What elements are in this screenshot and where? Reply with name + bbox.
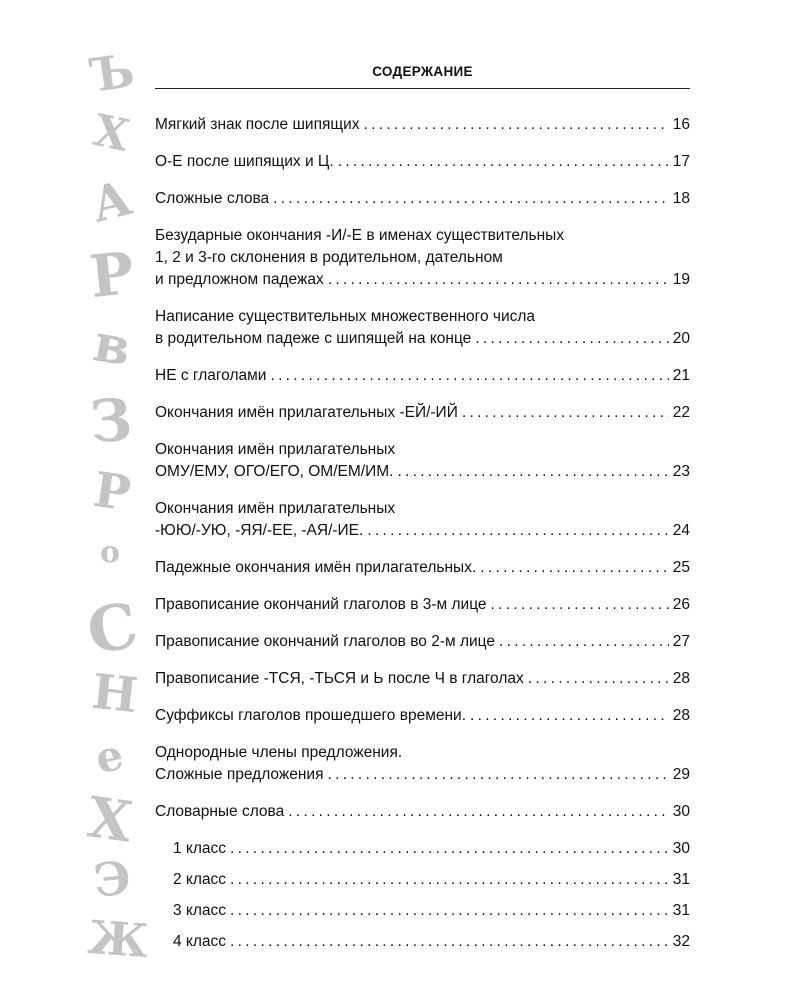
toc-entry-title: Правописание -ТСЯ, -ТЬСЯ и Ь после Ч в глаголах: [155, 670, 524, 687]
toc-entry-row: [155, 668, 690, 690]
toc-entry-row: [155, 801, 690, 823]
toc-entry-row: [155, 461, 690, 483]
toc-page-number: 31: [672, 902, 690, 919]
toc-entry-row: [155, 328, 690, 350]
toc-entry-title: Суффиксы глаголов прошедшего времени.: [155, 707, 466, 724]
toc-entry-row: [173, 838, 690, 860]
toc-entry-title: Мягкий знак после шипящих: [155, 116, 360, 133]
margin-letter: Н: [89, 663, 141, 725]
toc-entry[interactable]: [155, 439, 690, 483]
dot-leader: [270, 365, 668, 387]
toc-entry-title: 3 класс: [173, 902, 227, 919]
toc-entry-title: Правописание окончаний глаголов во 2-м лице: [155, 633, 495, 650]
toc-entry-line: Окончания имён прилагательных: [155, 441, 396, 458]
dot-leader: [499, 631, 669, 653]
margin-letter: А: [85, 170, 138, 234]
toc-entry-row: [155, 705, 690, 727]
toc-entry-title: в родительном падеже с шипящей на конце: [155, 330, 472, 347]
margin-letter: е: [91, 729, 128, 784]
toc-entry[interactable]: [155, 225, 690, 291]
dot-leader: [328, 269, 669, 291]
toc-entry[interactable]: [155, 869, 690, 891]
toc-entry-title: 1 класс: [173, 840, 227, 857]
toc-page-number: 18: [672, 190, 690, 207]
toc-entry-title: 4 класс: [173, 933, 227, 950]
dot-leader: [470, 705, 669, 727]
toc-entry-row: [173, 869, 690, 891]
toc-page-number: 30: [672, 803, 690, 820]
toc-entry-title: и предложном падежах: [155, 271, 324, 288]
toc-entry-title: Падежные окончания имён прилагательных.: [155, 559, 477, 576]
dot-leader: [273, 188, 669, 210]
toc-entry-row: [155, 269, 690, 291]
table-of-contents: [155, 114, 690, 962]
toc-entry-title: Словарные слова: [155, 803, 285, 820]
toc-entry[interactable]: [155, 931, 690, 953]
toc-entry-line: Однородные члены предложения.: [155, 744, 403, 761]
toc-entry-row: [155, 402, 690, 424]
dot-leader: [491, 594, 669, 616]
margin-letter: Х: [89, 105, 134, 163]
toc-entry[interactable]: [155, 402, 690, 424]
dot-leader: [397, 461, 668, 483]
dot-leader: [327, 764, 668, 786]
toc-entry[interactable]: [155, 365, 690, 387]
toc-entry[interactable]: [155, 668, 690, 690]
toc-entry-line: 1, 2 и 3-го склонения в родительном, дательном: [155, 249, 503, 266]
toc-entry[interactable]: [155, 631, 690, 653]
toc-entry[interactable]: [155, 900, 690, 922]
toc-entry-title: О-Е после шипящих и Ц.: [155, 153, 334, 170]
toc-page-number: 23: [672, 463, 690, 480]
toc-entry[interactable]: [155, 742, 690, 786]
toc-entry[interactable]: [155, 594, 690, 616]
dot-leader: [475, 328, 668, 350]
toc-entry[interactable]: [155, 114, 690, 136]
toc-entry[interactable]: [155, 838, 690, 860]
toc-entry-row: [155, 631, 690, 653]
toc-page-number: 16: [672, 116, 690, 133]
margin-letter: С: [81, 588, 144, 669]
toc-page-number: 28: [672, 670, 690, 687]
toc-page-number: 26: [672, 596, 690, 613]
toc-entry-title: ОМУ/ЕМУ, ОГО/ЕГО, ОМ/ЕМ/ИМ.: [155, 463, 394, 480]
toc-entry[interactable]: [155, 188, 690, 210]
dot-leader: [364, 114, 669, 136]
toc-entry-row: [155, 188, 690, 210]
toc-entry[interactable]: [155, 498, 690, 542]
dot-leader: [367, 520, 668, 542]
toc-entry-row: [173, 931, 690, 953]
toc-page-number: 19: [672, 271, 690, 288]
toc-entry[interactable]: [155, 801, 690, 823]
margin-letter: Ъ: [86, 43, 138, 103]
toc-entry-row: [173, 900, 690, 922]
toc-entry[interactable]: [155, 705, 690, 727]
toc-entry-title: Правописание окончаний глаголов в 3-м лице: [155, 596, 487, 613]
toc-entry-title: 2 класс: [173, 871, 227, 888]
margin-letter: о: [100, 535, 121, 570]
toc-page-number: 32: [672, 933, 690, 950]
toc-entry-row: [155, 151, 690, 173]
toc-entry-line: Окончания имён прилагательных: [155, 500, 396, 517]
margin-letter: З: [87, 385, 135, 457]
header-rule: [155, 88, 690, 89]
toc-entry-title: НЕ с глаголами: [155, 367, 267, 384]
dot-leader: [230, 931, 669, 953]
toc-entry-line: Безударные окончания -И/-Е в именах существительных: [155, 227, 565, 244]
toc-entry[interactable]: [155, 306, 690, 350]
toc-entry-title: Сложные предложения: [155, 766, 324, 783]
dot-leader: [462, 402, 669, 424]
toc-page-number: 21: [672, 367, 690, 384]
toc-page-number: 25: [672, 559, 690, 576]
dot-leader: [480, 557, 668, 579]
toc-entry[interactable]: [155, 557, 690, 579]
toc-page-number: 17: [672, 153, 690, 170]
toc-entry-row: [155, 594, 690, 616]
margin-letter: Х: [83, 784, 136, 856]
toc-entry-row: [155, 557, 690, 579]
dot-leader: [528, 668, 669, 690]
toc-entry-line: Написание существительных множественного числа: [155, 308, 536, 325]
dot-leader: [230, 869, 669, 891]
toc-page-number: 27: [672, 633, 690, 650]
toc-entry-row: [155, 520, 690, 542]
dot-leader: [230, 900, 669, 922]
toc-page-number: 31: [672, 871, 690, 888]
toc-page-number: 28: [672, 707, 690, 724]
margin-decoration: [72, 30, 152, 970]
toc-entry[interactable]: [155, 151, 690, 173]
margin-letter: Р: [86, 238, 138, 312]
toc-page-number: 29: [672, 766, 690, 783]
margin-letter: в: [89, 312, 136, 379]
margin-letter: Э: [91, 850, 134, 908]
dot-leader: [338, 151, 669, 173]
margin-letter: Ж: [86, 909, 151, 969]
toc-entry-title: -ЮЮ/-УЮ, -ЯЯ/-ЕЕ, -АЯ/-ИЕ.: [155, 522, 364, 539]
toc-entry-title: Сложные слова: [155, 190, 270, 207]
toc-entry-title: Окончания имён прилагательных -ЕЙ/-ИЙ: [155, 404, 458, 421]
toc-page-number: 20: [672, 330, 690, 347]
toc-entry-row: [155, 764, 690, 786]
toc-entry-row: [155, 114, 690, 136]
toc-entry-row: [155, 365, 690, 387]
toc-page-number: 24: [672, 522, 690, 539]
dot-leader: [230, 838, 669, 860]
page-title: СОДЕРЖАНИЕ: [372, 64, 473, 79]
toc-page-number: 30: [672, 840, 690, 857]
dot-leader: [288, 801, 669, 823]
toc-page-number: 22: [672, 404, 690, 421]
margin-letter: Р: [90, 461, 134, 523]
